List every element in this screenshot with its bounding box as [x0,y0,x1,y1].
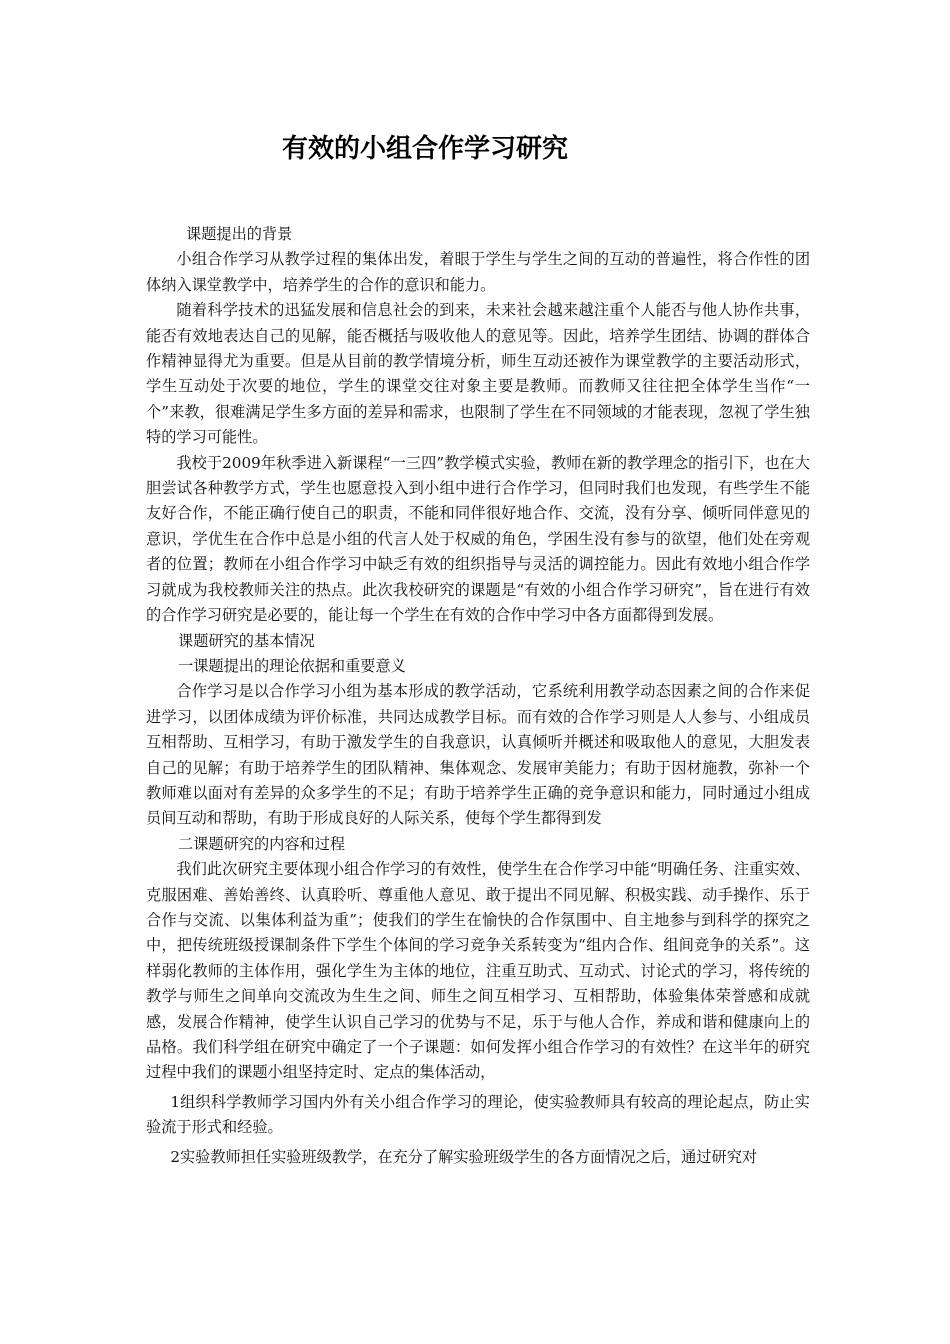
paragraph-social-development: 随着科学技术的迅猛发展和信息社会的到来，未来社会越来越注重个人能否与他人协作共事，能否有效地表达自己的见解，能否概括与吸收他人的意见等。因此，培养学生团结、协调的群体合作精神显得尤为重要。但是从目前的教学情境分析，师生互动还被作为课堂教学的主要活动形式，学生互动处于次要的地位，学生的课堂交往对象主要是教师。而教师又往往把全体学生当作“一个”来教，很难满足学生多方面的差异和需求，也限制了学生在不同领域的才能表现，忽视了学生独特的学习可能性。 [146,301,810,447]
document-body [146,222,810,1170]
section-heading-theory: 一课题提出的理论依据和重要意义 [178,656,406,675]
paragraph-research-content: 我们此次研究主要体现小组合作学习的有效性，使学生在合作学习中能“明确任务、注重实效、克服困难、善始善终、认真聆听、尊重他人意见、敢于提出不同见解、积极实践、动手操作、乐于合作与交流、以集体利益为重”；使我们的学生在愉快的合作氛围中、自主地参与到科学的探究之中，把传统班级授课制条件下学生个体间的学习竞争关系转变为“组内合作、组间竞争的关系”。这样弱化教师的主体作用，强化学生为主体的地位，注重互助式、互动式、讨论式的学习，将传统的教学与师生之间单向交流改为生生之间、师生之间互相学习、互相帮助，体验集体荣誉感和成就感，发展合作精神，使学生认识自己学习的优势与不足，乐于与他人合作，养成和谐和健康向上的品格。我们科学组在研究中确定了一个子课题：如何发挥小组合作学习的有效性？在这半年的研究过程中我们的课题小组坚持定时、定点的集体活动， [146,860,810,1082]
paragraph-school-experiment: 我校于2009年秋季进入新课程“一三四”教学模式实验，教师在新的教学理念的指引下，也在大胆尝试各种教学方式，学生也愿意投入到小组中进行合作学习，但同时我们也发现，有些学生不能友好合作，不能正确行使自己的职责，不能和同伴很好地合作、交流，没有分享、倾听同伴意见的意识，学优生在合作中总是小组的代言人处于权威的角色，学困生没有参与的欲望，他们处在旁观者的位置；教师在小组合作学习中缺乏有效的组织指导与灵活的调控能力。因此有效地小组合作学习就成为我校教师关注的热点。此次我校研究的课题是“有效的小组合作学习研究”，旨在进行有效的合作学习研究是必要的，能让每一个学生在有效的合作中学习中各方面都得到发展。 [146,453,810,625]
section-heading-background: 课题提出的背景 [186,225,293,243]
section-heading-content-process: 二课题研究的内容和过程 [178,834,346,853]
section-heading-basic-situation: 课题研究的基本情况 [178,631,315,650]
paragraph-intro: 小组合作学习从教学过程的集体出发，着眼于学生与学生之间的互动的普遍性，将合作性的团体纳入课堂教学中，培养学生的合作的意识和能力。 [146,250,810,294]
document-title: 有效的小组合作学习研究 [282,134,569,164]
list-item-1: 1组织科学教师学习国内外有关小组合作学习的理论，使实验教师具有较高的理论起点，防止实验流于形式和经验。 [146,1092,810,1137]
paragraph-cooperative-learning: 合作学习是以合作学习小组为基本形成的教学活动，它系统利用教学动态因素之间的合作来促进学习，以团体成绩为评价标准，共同达成教学目标。而有效的合作学习则是人人参与、小组成员互相帮助、互相学习，有助于激发学生的自我意识，认真倾听并概述和吸取他人的意见，大胆发表自己的见解；有助于培养学生的团队精神、集体观念、发展审美能力；有助于因材施教，弥补一个教师难以面对有差异的众多学生的不足；有助于培养学生正确的竞争意识和能力，同时通过小组成员间互动和帮助，有助于形成良好的人际关系，使每个学生都得到发 [146,682,810,828]
list-item-2: 2实验教师担任实验班级教学，在充分了解实验班级学生的各方面情况之后，通过研究对 [170,1147,758,1166]
